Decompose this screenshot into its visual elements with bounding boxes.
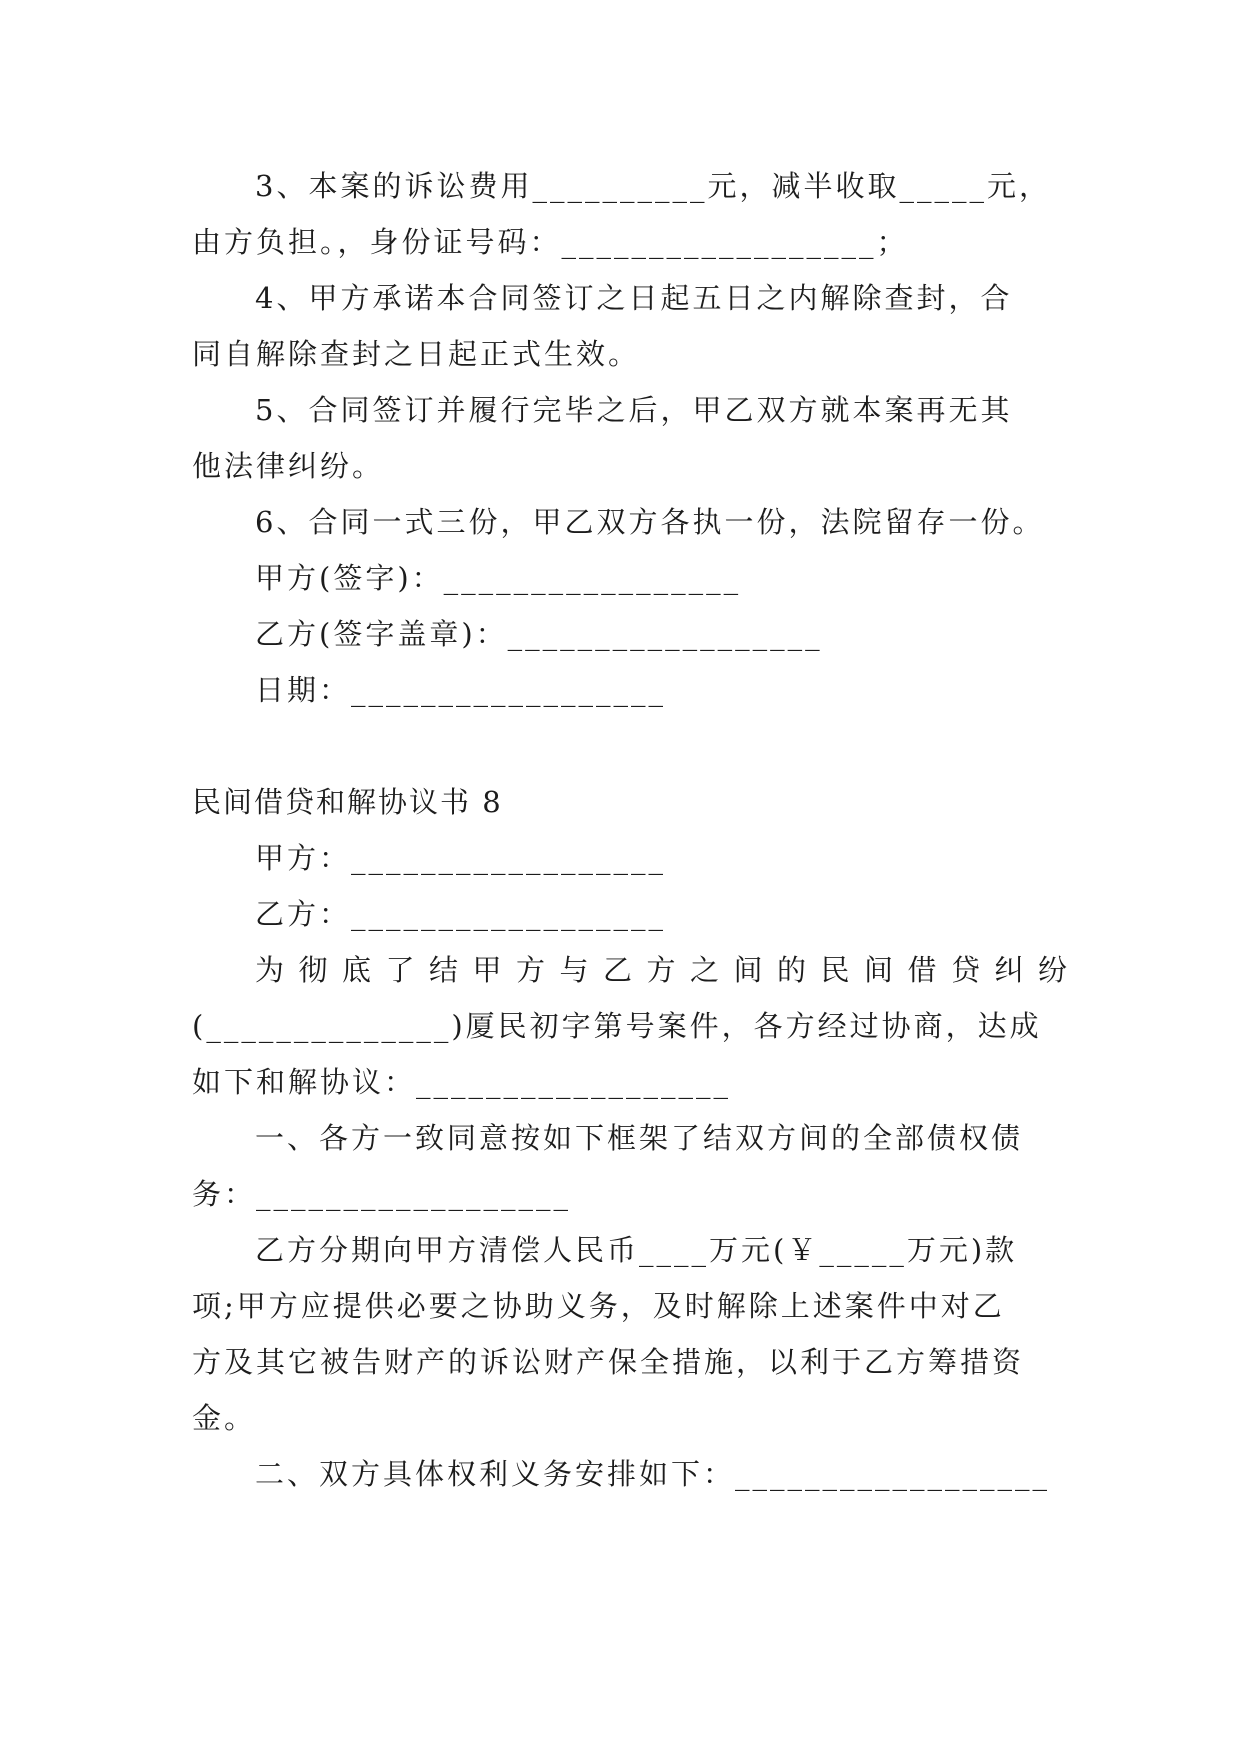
- clause-5-line-1: 5、合同签订并履行完毕之后，甲乙双方就本案再无其: [255, 393, 1013, 427]
- party-a-signature-line: 甲方(签字)：_________________: [255, 561, 742, 595]
- party-a-line: 甲方：__________________: [255, 841, 667, 875]
- clause-3-line-2: 由方负担。，身份证号码：__________________；: [192, 225, 909, 259]
- clause-5-line-2: 他法律纠纷。: [192, 449, 385, 483]
- clause-3-line-1: 3、本案的诉讼费用__________元，减半收取_____元，: [255, 169, 1051, 203]
- date-line: 日期：__________________: [255, 673, 667, 707]
- agreement-title: 民间借贷和解协议书 8: [192, 785, 503, 819]
- preamble-line-1: 为彻底了结甲方与乙方之间的民间借贷纠纷: [255, 953, 1082, 987]
- preamble-line-3: 如下和解协议：__________________: [192, 1065, 732, 1099]
- article-1-line-1: 一、各方一致同意按如下框架了结双方间的全部债权债: [255, 1121, 1024, 1155]
- party-b-line: 乙方：__________________: [255, 897, 667, 931]
- clause-6-line: 6、合同一式三份，甲乙双方各执一份，法院留存一份。: [255, 505, 1045, 539]
- repayment-line-3: 方及其它被告财产的诉讼财产保全措施，以利于乙方筹措资: [192, 1345, 1025, 1379]
- clause-4-line-2: 同自解除查封之日起正式生效。: [192, 337, 641, 371]
- clause-4-line-1: 4、甲方承诺本合同签订之日起五日之内解除查封，合: [255, 281, 1013, 315]
- article-1-line-2: 务：__________________: [192, 1177, 572, 1211]
- repayment-line-1: 乙方分期向甲方清偿人民币____万元(￥_____万元)款: [255, 1233, 1018, 1267]
- party-b-signature-line: 乙方(签字盖章)：__________________: [255, 617, 823, 651]
- article-2-line: 二、双方具体权利义务安排如下：__________________: [255, 1457, 1051, 1491]
- repayment-line-2: 项;甲方应提供必要之协助义务，及时解除上述案件中对乙: [192, 1289, 1005, 1323]
- repayment-line-4: 金。: [192, 1401, 257, 1435]
- preamble-line-2: (______________)厦民初字第号案件，各方经过协商，达成: [192, 1009, 1042, 1043]
